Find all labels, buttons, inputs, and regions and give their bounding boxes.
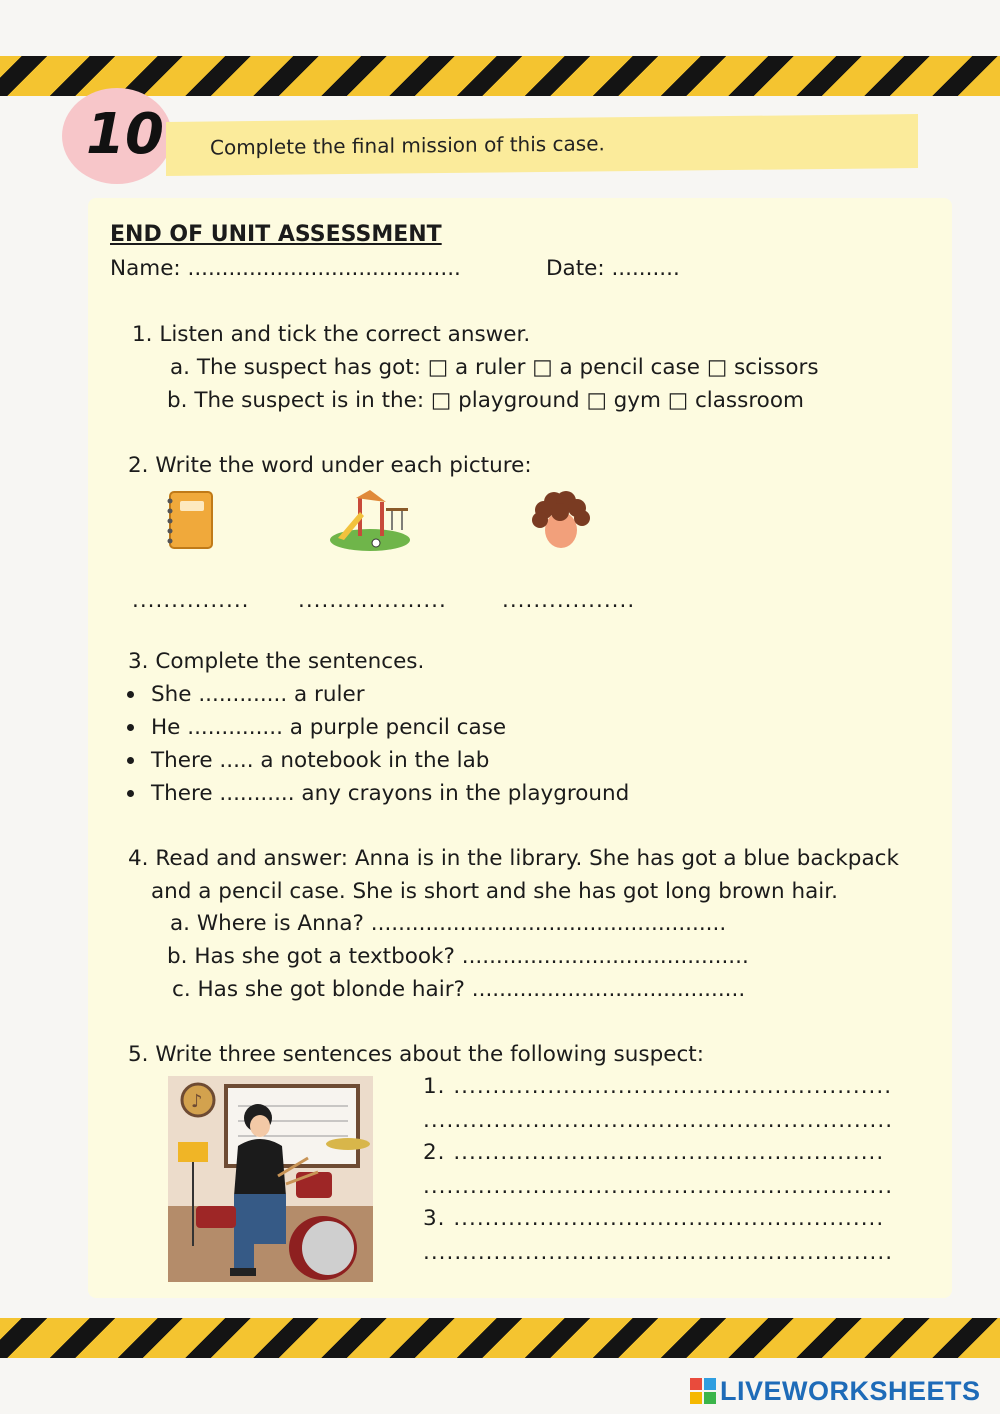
bullet [127, 790, 134, 797]
sentence-line-2b[interactable]: ............................................................ [423, 1174, 894, 1199]
question-4-line-1: 4. Read and answer: Anna is in the library. She has got a blue backpack [128, 846, 899, 871]
date-field[interactable]: Date: .......... [546, 256, 680, 281]
question-1: 1. Listen and tick the correct answer. [132, 322, 531, 347]
question-1b[interactable]: b. The suspect is in the: □ playground □ gym □ classroom [167, 388, 804, 413]
question-4-line-2: and a pencil case. She is short and she has got long brown hair. [151, 879, 838, 904]
caution-tape-top [0, 56, 1000, 96]
sentence-4[interactable]: There ........... any crayons in the playground [151, 781, 630, 806]
bullet [127, 757, 134, 764]
sentence-1[interactable]: She ............. a ruler [151, 682, 365, 707]
sentence-line-3[interactable]: 3. ....................................................... [423, 1206, 885, 1231]
question-4c[interactable]: c. Has she got blonde hair? ........................................ [172, 977, 746, 1002]
sentence-line-2[interactable]: 2. ....................................................... [423, 1140, 885, 1165]
suspect-drummer-picture [168, 1076, 373, 1282]
bullet [127, 724, 134, 731]
question-4b[interactable]: b. Has she got a textbook? .......................................... [167, 944, 749, 969]
question-4a[interactable]: a. Where is Anna? .................................................... [170, 911, 727, 936]
answer-blank-2[interactable]: ................... [298, 588, 447, 613]
curly-hair-icon [530, 488, 592, 552]
instruction-text: Complete the final mission of this case. [210, 131, 605, 160]
liveworksheets-logo-icon [690, 1378, 716, 1404]
sentence-line-3b[interactable]: ............................................................ [423, 1240, 894, 1265]
playground-icon [328, 488, 412, 552]
sentence-line-1b[interactable]: ............................................................ [423, 1108, 894, 1133]
task-number: 10 [86, 102, 164, 167]
question-3: 3. Complete the sentences. [128, 649, 425, 674]
name-field[interactable]: Name: ........................................ [110, 256, 461, 281]
answer-blank-3[interactable]: ................. [502, 588, 636, 613]
question-1a[interactable]: a. The suspect has got: □ a ruler □ a pencil case □ scissors [170, 355, 819, 380]
svg-text:♪: ♪ [191, 1091, 203, 1112]
sentence-2[interactable]: He .............. a purple pencil case [151, 715, 507, 740]
answer-blank-1[interactable]: ............... [132, 588, 250, 613]
question-2: 2. Write the word under each picture: [128, 453, 532, 478]
sentence-3[interactable]: There ..... a notebook in the lab [151, 748, 490, 773]
instruction-banner [166, 114, 918, 176]
task-number-badge [62, 88, 172, 184]
drummer-illustration [168, 1076, 373, 1282]
sentence-line-1[interactable]: 1. ........................................................ [423, 1074, 893, 1099]
caution-tape-bottom [0, 1318, 1000, 1358]
notebook-icon [164, 489, 216, 551]
assessment-title: END OF UNIT ASSESSMENT [110, 222, 442, 247]
question-5: 5. Write three sentences about the following suspect: [128, 1042, 704, 1067]
bullet [127, 691, 134, 698]
brand-text: LIVEWORKSHEETS [720, 1376, 981, 1406]
